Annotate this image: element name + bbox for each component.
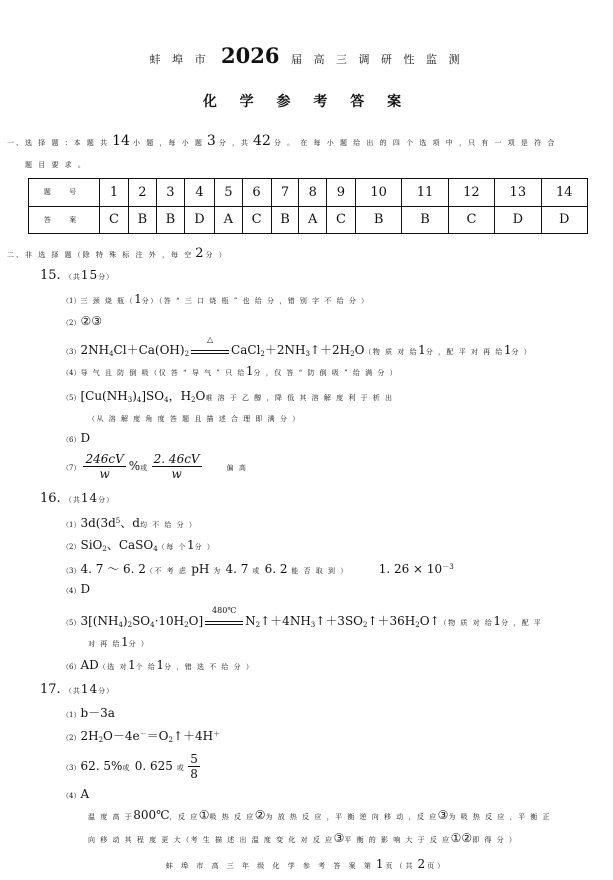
section1-total: 42: [253, 133, 271, 149]
table-cell: 1: [100, 179, 129, 207]
q16-header: 16. （共14分）: [40, 491, 115, 506]
table-label-answer: 答 案: [29, 206, 100, 234]
q16-equation: $3[(NH_4)_2SO_4\cdot 10H_2O]$ 480℃ $N_2↑+4NH_3↑+3SO_2↑+36H_2O↑$: [80, 605, 440, 629]
q16-part6: （6）AD（选 对1个 给1分 ，错 选 不 给 分 ）: [62, 658, 255, 672]
header-city: 蚌 埠 市: [149, 53, 210, 66]
table-cell: C: [100, 206, 129, 234]
answer-table: [28, 178, 588, 234]
table-cell: 13: [495, 179, 541, 207]
table-cell: 6: [242, 179, 271, 207]
section1-intro-2: 题 目 要 求 。: [25, 161, 87, 169]
fraction: $\frac{5}{8}$: [190, 752, 198, 781]
q15-number: 15.: [40, 268, 61, 283]
q17-part3: （3）62. 5%或 0. 625 或 $\frac{5}{8}$: [62, 752, 198, 781]
q16-part3: （3）4. 7 ～ 6. 2（不 考 虑 pH 为 4. 7 或 6. 2 能 否 取 到 ） 1. $26 \times 10^{-3}$: [62, 562, 454, 576]
table-cell: 9: [326, 179, 355, 207]
doc-header: [0, 43, 613, 68]
page-number: 1: [375, 857, 384, 871]
q15-part7: （7） $\frac{246cV}{w}$ %或 $\frac{2. 46cV}{w}$ 偏 高: [62, 452, 248, 481]
table-cell: A: [299, 206, 326, 234]
equilibrium-sign: △: [191, 344, 229, 358]
table-cell: B: [402, 206, 448, 234]
section2-text-a: 二、非 选 择 题（除 特 殊 标 注 外 ，每 空: [7, 251, 194, 259]
q17-part2: $(2)2H_2O-4e^-=O_2↑+4H^+$: [62, 729, 221, 744]
table-cell: 14: [541, 179, 587, 207]
q15-part1: （1）三 颈 烧 瓶（1分）（答 “ 三 口 烧 瓶 ” 也 给 分 ，错 别 字 不 给 分 ）: [62, 292, 370, 306]
table-cell: 11: [402, 179, 448, 207]
table-cell: 3: [156, 179, 184, 207]
q17-half-reaction: $2H_2O-4e^-=O_2↑+4H^+$: [80, 729, 221, 744]
q16-part5-cont: 对 再 给1分 ）: [88, 635, 150, 649]
section1-text-b: 小 题 ，每 小 题: [132, 139, 204, 147]
header-year: 2026: [221, 43, 280, 68]
header-exam: 届 高 三 调 研 性 监 测: [290, 53, 464, 66]
q16-part5: $(5)3[(NH_4)_2SO_4\cdot 10H_2O]$ 480℃ $N_2↑+4NH_3↑+3SO_2↑+36H_2O↑$（物 质 对 给1分 ，配 平: [62, 605, 543, 629]
equilibrium-sign: 480℃: [205, 615, 243, 629]
table-cell: A: [215, 206, 242, 234]
fraction: $\frac{2. 46cV}{w}$: [153, 452, 200, 481]
q17-part4-line2: 向 移 动 其 程 度 更 大（考 生 描 述 出 温 度 变 化 对 反 应③平 衡 的 影 响 大 于 反 应①②即 得 分 ）: [88, 831, 518, 845]
table-cell: D: [495, 206, 541, 234]
table-cell: C: [326, 206, 355, 234]
page-total: 2: [417, 857, 426, 871]
table-cell: 4: [184, 179, 214, 207]
table-cell: 7: [271, 179, 299, 207]
q17-part4-line1: 温 度 高 于800℃，反 应①吸 热 反 应②为 放 热 反 应 ，平 衡 逆 向 移 动 ，反 应③为 吸 热 反 应 ，平 衡 正: [88, 808, 552, 822]
q16-number: 16.: [40, 491, 61, 506]
section2-intro: [7, 246, 228, 261]
q15-header: 15. （共15分）: [40, 268, 115, 283]
table-cell: D: [184, 206, 214, 234]
table-label-number: 题 号: [29, 179, 100, 207]
table-cell: 8: [299, 179, 326, 207]
q17-number: 17.: [40, 682, 61, 697]
section2-text-b: 分 ）: [205, 251, 228, 259]
fraction: $\frac{246cV}{w}$: [85, 452, 124, 481]
table-cell: B: [128, 206, 156, 234]
q15-part2: （2）②③: [62, 314, 102, 328]
q16-part1: $(1)3d(3d^5$、d均 不 给 分 ）: [62, 516, 198, 530]
table-cell: B: [355, 206, 401, 234]
page-title: 化 学 参 考 答 案: [202, 94, 411, 110]
table-row-numbers: [29, 179, 588, 207]
q17-header: 17. （共14分）: [40, 682, 115, 697]
table-cell: 10: [355, 179, 401, 207]
page-footer: 蚌 埠 市 高 三 年 级 化 学 参 考 答 案 第 1 页（共 2 页）: [165, 857, 448, 871]
q17-part4: （4）A: [62, 787, 90, 801]
table-cell: 2: [128, 179, 156, 207]
table-cell: D: [541, 206, 587, 234]
section1-count: 14: [112, 133, 130, 149]
table-row-answers: [29, 206, 588, 234]
q15-formula: $[Cu(NH_3)_4]SO_4$，$H_2O$: [80, 389, 206, 404]
table-cell: C: [448, 206, 494, 234]
q15-part2-answer: ②③: [80, 314, 102, 328]
q15-part6: （6）D: [62, 431, 91, 445]
table-cell: B: [271, 206, 299, 234]
q15-part5-note: （从 溶 解 度 角 度 答 题 且 描 述 合 理 即 满 分 ）: [88, 415, 301, 423]
section1-text-d: 分 。 在 每 小 题 给 出 的 四 个 选 项 中 ，只 有 一 项 是 符 合: [273, 139, 557, 147]
q17-part1: （1）b－3a: [62, 706, 115, 720]
q15-part4: （4）导 气 且 防 倒 吸（仅 答 “ 导 气 ” 只 给1分 ，仅 答 “ 防 倒 吸 ” 给 满 分 ）: [62, 364, 399, 378]
table-cell: 12: [448, 179, 494, 207]
q15-part3: $(3)2NH_4Cl+Ca(OH)_2$ △ $CaCl_2+2NH_3↑+2H_2O$（物 质 对 给1分 ，配 平 对 再 给1分 ）: [62, 334, 533, 358]
q15-equation: $2NH_4Cl+Ca(OH)_2$ △ $CaCl_2+2NH_3↑+2H_2O$: [80, 334, 365, 358]
q15-part5: $(5)[Cu(NH_3)_4]SO_4$，$H_2O$难 溶 于 乙 醇 ，降 低 其 溶 解 度 利 于 析 出: [62, 389, 394, 404]
table-cell: 5: [215, 179, 242, 207]
section1-intro: [7, 133, 556, 149]
section1-points: 3: [206, 133, 216, 149]
section1-text-c: 分 ，共: [218, 139, 251, 147]
section2-points: 2: [195, 246, 204, 261]
q16-part2: （2）SiO$_2$、CaSO$_4$（每 个1分 ）: [62, 538, 216, 553]
table-cell: C: [242, 206, 271, 234]
q16-part4: （4）D: [62, 582, 91, 596]
section1-text-a: 一、选 择 题 ：本 题 共: [7, 139, 110, 147]
table-cell: B: [156, 206, 184, 234]
